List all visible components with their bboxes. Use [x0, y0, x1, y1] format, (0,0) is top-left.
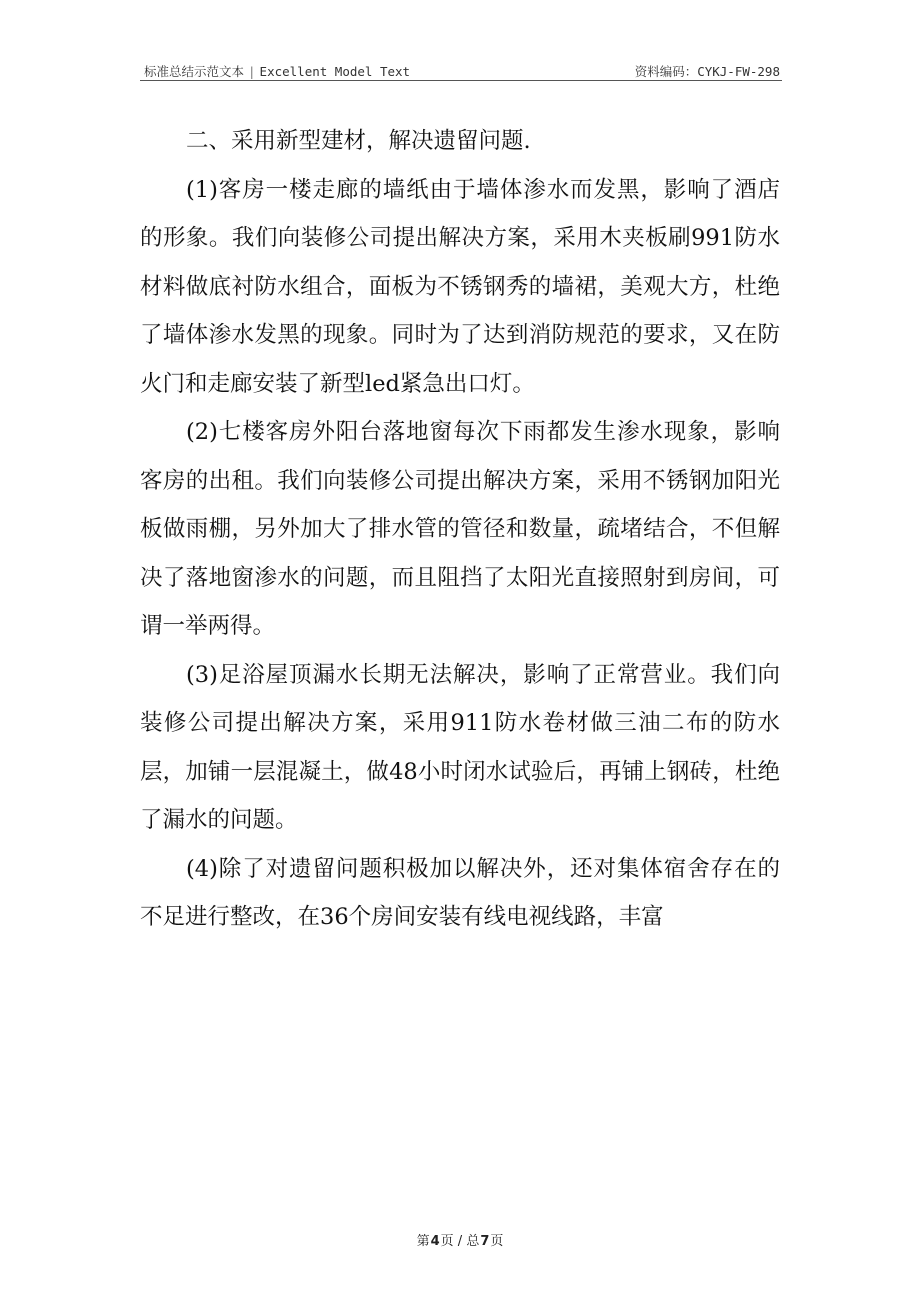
- header-title-cn: 标准总结示范文本: [144, 64, 245, 79]
- paragraph-1: (1)客房一楼走廊的墙纸由于墙体渗水而发黑，影响了酒店的形象。我们向装修公司提出解决方案，采用木夹板刷991防水材料做底衬防水组合，面板为不锈钢秀的墙裙，美观大方，杜绝了墙体渗水发黑的现象。同时为了达到消防规范的要求，又在防火门和走廊安装了新型led紧急出口灯。: [140, 176, 780, 397]
- section-heading: 二、采用新型建材，解决遗留问题.: [186, 128, 531, 154]
- page-footer: [0, 1230, 920, 1249]
- current-page-number: 4: [430, 1234, 440, 1249]
- document-code: 资料编码：CYKJ-FW-298: [634, 64, 780, 79]
- paragraph-4: (4)除了对遗留问题积极加以解决外，还对集体宿舍存在的不足进行整改，在36个房间安装有线电视线路，丰富: [140, 855, 780, 930]
- footer-middle: 页 / 总: [440, 1234, 480, 1249]
- footer-prefix: 第: [416, 1234, 430, 1249]
- total-page-number: 7: [480, 1234, 490, 1249]
- footer-suffix: 页: [490, 1234, 504, 1249]
- paragraph-3: (3)足浴屋顶漏水长期无法解决，影响了正常营业。我们向装修公司提出解决方案，采用911防水卷材做三油二布的防水层，加铺一层混凝土，做48小时闭水试验后，再铺上钢砖，杜绝了漏水的问题。: [140, 661, 780, 833]
- page-header: [140, 58, 782, 81]
- document-body: [140, 117, 780, 942]
- header-left: [144, 62, 410, 80]
- paragraph-2: (2)七楼客房外阳台落地窗每次下雨都发生渗水现象，影响客房的出租。我们向装修公司提出解决方案，采用不锈钢加阳光板做雨棚，另外加大了排水管的管径和数量，疏堵结合，不但解决了落地窗渗水的问题，而且阻挡了太阳光直接照射到房间，可谓一举两得。: [140, 419, 780, 639]
- header-title-en: Excellent Model Text: [259, 64, 411, 79]
- header-separator: |: [248, 64, 256, 79]
